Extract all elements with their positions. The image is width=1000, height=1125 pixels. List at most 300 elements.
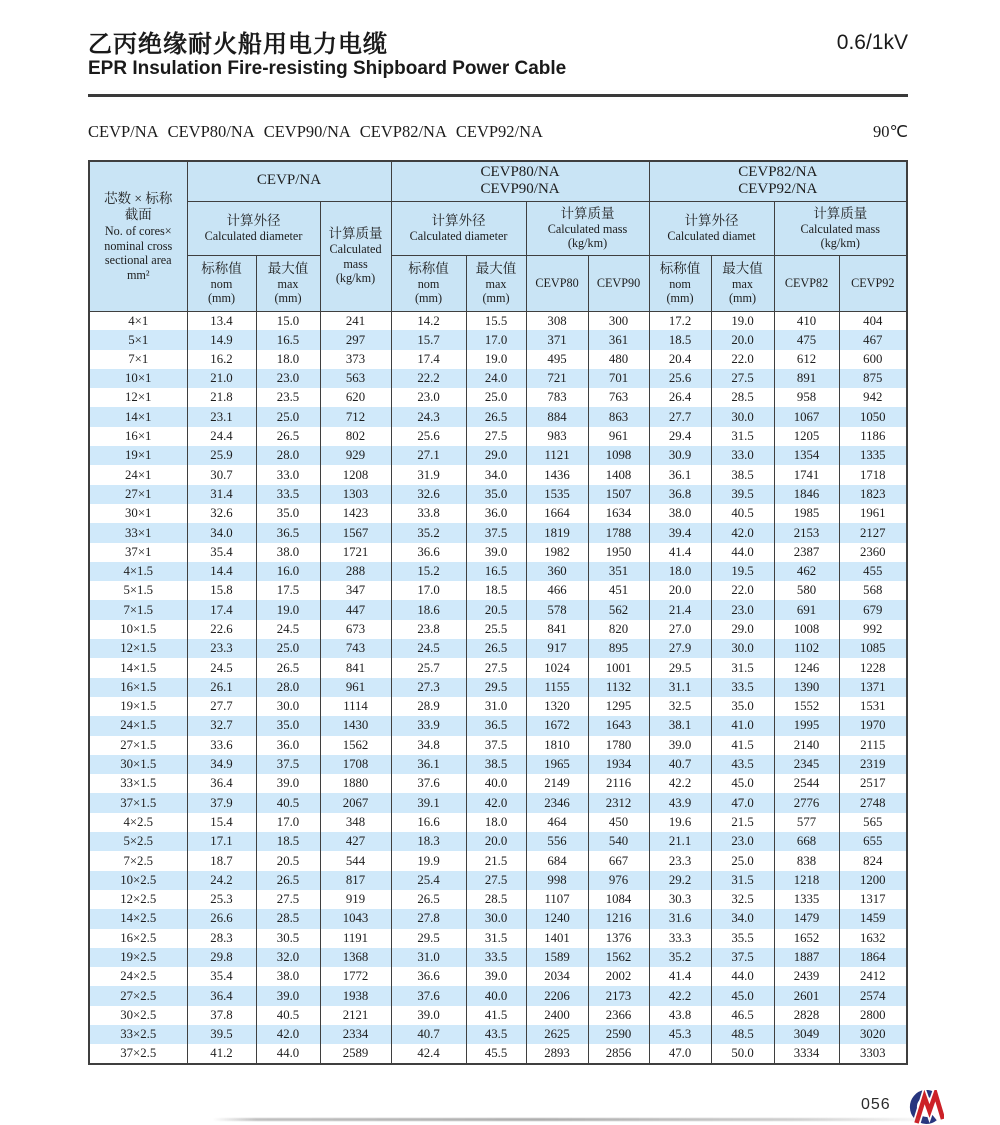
cell: 42.0 (256, 1025, 320, 1044)
cell: 25.6 (391, 427, 466, 446)
cell: 371 (526, 330, 588, 349)
cell: 18.5 (649, 330, 711, 349)
cell: 3049 (774, 1025, 839, 1044)
cell: 24.5 (391, 639, 466, 658)
cell: 20.5 (256, 851, 320, 870)
cell: 27.3 (391, 678, 466, 697)
header-cevp90 (588, 255, 649, 311)
cell: 35.5 (711, 929, 774, 948)
table-row (89, 600, 907, 619)
cell: 679 (839, 600, 907, 619)
cell: 23.0 (711, 600, 774, 619)
cell: 1390 (774, 678, 839, 697)
cell: 24×1.5 (89, 716, 187, 735)
cell: 35.0 (711, 697, 774, 716)
cell: 44.0 (256, 1044, 320, 1063)
cell: 2589 (320, 1044, 391, 1063)
cell: 23.1 (187, 407, 256, 426)
cell: 464 (526, 813, 588, 832)
cell: 1067 (774, 407, 839, 426)
header-line: Calculated diameter (204, 228, 303, 243)
cell: 15.8 (187, 581, 256, 600)
cell: 838 (774, 851, 839, 870)
cell: 43.9 (649, 793, 711, 812)
cell: 45.0 (711, 986, 774, 1005)
table-row (89, 793, 907, 812)
cell: 1780 (588, 736, 649, 755)
header-line: (mm) (274, 290, 302, 305)
model-name: CEVP82/NA (359, 122, 447, 141)
cell: 31.5 (711, 427, 774, 446)
cell: 39.0 (256, 774, 320, 793)
cell: 29.0 (466, 446, 526, 465)
cell: 2574 (839, 986, 907, 1005)
table-row (89, 543, 907, 562)
cell: 36.6 (391, 967, 466, 986)
cell: 919 (320, 890, 391, 909)
cell: 2590 (588, 1025, 649, 1044)
cell: 1114 (320, 697, 391, 716)
cell: 16×2.5 (89, 929, 187, 948)
header-line: (kg/km) (820, 235, 860, 250)
cell: 32.6 (391, 485, 466, 504)
table-row (89, 678, 907, 697)
header-line: (mm) (482, 290, 510, 305)
table-row (89, 755, 907, 774)
cell: 10×1.5 (89, 620, 187, 639)
cell: 1535 (526, 485, 588, 504)
cell: 1085 (839, 639, 907, 658)
cell: 41.4 (649, 967, 711, 986)
cell: 15.0 (256, 311, 320, 330)
cell: 1208 (320, 465, 391, 484)
cell: 41.5 (711, 736, 774, 755)
cell: 17.0 (256, 813, 320, 832)
table-row (89, 562, 907, 581)
header-line: nom (417, 276, 440, 291)
cell: 30.0 (256, 697, 320, 716)
cell: 467 (839, 330, 907, 349)
cell: 36.1 (649, 465, 711, 484)
cell: 1240 (526, 909, 588, 928)
cell: 1155 (526, 678, 588, 697)
cell: 41.2 (187, 1044, 256, 1063)
cell: 26.4 (649, 388, 711, 407)
cell: 447 (320, 600, 391, 619)
cell: 39.4 (649, 523, 711, 542)
cell: 2828 (774, 1006, 839, 1025)
cell: 1938 (320, 986, 391, 1005)
cell: 50.0 (711, 1044, 774, 1063)
cell: 31.1 (649, 678, 711, 697)
cell: 1965 (526, 755, 588, 774)
cell: 1423 (320, 504, 391, 523)
cell: 21.1 (649, 832, 711, 851)
cell: 884 (526, 407, 588, 426)
cell: 1961 (839, 504, 907, 523)
cell: 2366 (588, 1006, 649, 1025)
cell: 39.0 (466, 967, 526, 986)
cell: 562 (588, 600, 649, 619)
cell: 1436 (526, 465, 588, 484)
cell: 33.0 (711, 446, 774, 465)
cell: 578 (526, 600, 588, 619)
cell: 33.3 (649, 929, 711, 948)
cell: 1788 (588, 523, 649, 542)
cell: 824 (839, 851, 907, 870)
cell: 30×1 (89, 504, 187, 523)
cell: 1335 (774, 890, 839, 909)
cell: 1643 (588, 716, 649, 735)
cell: 23.8 (391, 620, 466, 639)
cell: 351 (588, 562, 649, 581)
cell: 1320 (526, 697, 588, 716)
spec-table (88, 160, 908, 1065)
cell: 27.7 (649, 407, 711, 426)
cell: 1934 (588, 755, 649, 774)
cell: 35.2 (391, 523, 466, 542)
header-line: 标称值 (408, 260, 449, 276)
cell: 2800 (839, 1006, 907, 1025)
cell: 29.5 (466, 678, 526, 697)
cell: 39.0 (256, 986, 320, 1005)
cell: 668 (774, 832, 839, 851)
cell: 24.0 (466, 369, 526, 388)
cell: 23.0 (391, 388, 466, 407)
cell: 32.0 (256, 948, 320, 967)
cell: 38.5 (711, 465, 774, 484)
cell: 30.7 (187, 465, 256, 484)
header-line: (kg/km) (567, 235, 608, 250)
cell: 7×1.5 (89, 600, 187, 619)
cell: 33.5 (466, 948, 526, 967)
header-line: 计算外径 (684, 212, 739, 228)
cell: 39.1 (391, 793, 466, 812)
cell: 998 (526, 871, 588, 890)
model-name: CEVP90/NA (263, 122, 351, 141)
table-row (89, 369, 907, 388)
cell: 1228 (839, 658, 907, 677)
cell: 36.8 (649, 485, 711, 504)
cell: 17.4 (391, 350, 466, 369)
cell: 1246 (774, 658, 839, 677)
temperature-rating: 90℃ (872, 122, 908, 141)
cell: 37.5 (711, 948, 774, 967)
cell: 992 (839, 620, 907, 639)
cell: 1880 (320, 774, 391, 793)
cell: 1772 (320, 967, 391, 986)
cell: 36.5 (466, 716, 526, 735)
cell: 26.5 (256, 427, 320, 446)
cell: 1846 (774, 485, 839, 504)
cell: 28.0 (256, 446, 320, 465)
cell: 1335 (839, 446, 907, 465)
cell: 31.0 (466, 697, 526, 716)
cell: 22.0 (711, 581, 774, 600)
table-body (89, 311, 907, 1064)
cell: 16.0 (256, 562, 320, 581)
cell: 16×1 (89, 427, 187, 446)
page-title-zh: 乙丙绝缘耐火船用电力电缆 (88, 31, 388, 58)
cell: 27.8 (391, 909, 466, 928)
cell: 29.0 (711, 620, 774, 639)
cell: 1371 (839, 678, 907, 697)
cell: 347 (320, 581, 391, 600)
cell: 27×2.5 (89, 986, 187, 1005)
cell: 20.4 (649, 350, 711, 369)
table-row (89, 427, 907, 446)
cell: 942 (839, 388, 907, 407)
cell: 12×1 (89, 388, 187, 407)
cell: 10×1 (89, 369, 187, 388)
cell: 41.5 (466, 1006, 526, 1025)
table-row (89, 948, 907, 967)
cell: 34.9 (187, 755, 256, 774)
cell: 43.8 (649, 1006, 711, 1025)
cell: 40.5 (256, 1006, 320, 1025)
header-line: (mm) (728, 290, 757, 305)
cell: 40.0 (466, 986, 526, 1005)
cell: 27×1.5 (89, 736, 187, 755)
header-diameter-1 (187, 201, 320, 255)
cell: 1982 (526, 543, 588, 562)
table-row (89, 851, 907, 870)
cell: 404 (839, 311, 907, 330)
page-edge-shadow (213, 1118, 943, 1121)
cell: 38.0 (649, 504, 711, 523)
cell: 17.0 (391, 581, 466, 600)
cell: 1098 (588, 446, 649, 465)
cell: 19.5 (711, 562, 774, 581)
header-line: 标称值 (659, 260, 701, 276)
header-line: 最大值 (722, 260, 763, 276)
cell: 37.5 (466, 736, 526, 755)
cell: 15.5 (466, 311, 526, 330)
cell: 4×1.5 (89, 562, 187, 581)
cell: 2206 (526, 986, 588, 1005)
cell: 45.0 (711, 774, 774, 793)
cell: 2116 (588, 774, 649, 793)
cell: 783 (526, 388, 588, 407)
cell: 5×1.5 (89, 581, 187, 600)
cell: 2856 (588, 1044, 649, 1063)
cell: 29.5 (649, 658, 711, 677)
cell: 40.5 (711, 504, 774, 523)
table-row (89, 986, 907, 1005)
cell: 27×1 (89, 485, 187, 504)
cell: 21.0 (187, 369, 256, 388)
cell: 2345 (774, 755, 839, 774)
cell: 18.5 (466, 581, 526, 600)
cell: 27.5 (466, 871, 526, 890)
cell: 14.4 (187, 562, 256, 581)
cell: 39.5 (711, 485, 774, 504)
table-row (89, 504, 907, 523)
cell: 29.4 (649, 427, 711, 446)
cell: 1008 (774, 620, 839, 639)
cell: 36.4 (187, 774, 256, 793)
cell: 25.6 (649, 369, 711, 388)
cell: 1632 (839, 929, 907, 948)
cell: 17.5 (256, 581, 320, 600)
cell: 23.0 (256, 369, 320, 388)
cell: 36.0 (466, 504, 526, 523)
cell: 48.5 (711, 1025, 774, 1044)
cell: 45.3 (649, 1025, 711, 1044)
cell: 763 (588, 388, 649, 407)
cell: 802 (320, 427, 391, 446)
cell: 37.9 (187, 793, 256, 812)
table-row (89, 697, 907, 716)
cell: 2412 (839, 967, 907, 986)
cell: 373 (320, 350, 391, 369)
cell: 42.2 (649, 986, 711, 1005)
cell: 47.0 (649, 1044, 711, 1063)
cell: 25.0 (256, 407, 320, 426)
cell: 33×1.5 (89, 774, 187, 793)
cell: 4×2.5 (89, 813, 187, 832)
cell: 3334 (774, 1044, 839, 1063)
table-row (89, 639, 907, 658)
cell: 20.0 (649, 581, 711, 600)
cell: 673 (320, 620, 391, 639)
cell: 2115 (839, 736, 907, 755)
cell: 43.5 (711, 755, 774, 774)
cell: 26.5 (256, 871, 320, 890)
cell: 39.0 (649, 736, 711, 755)
cell: 24×1 (89, 465, 187, 484)
group-line: CEVP92/NA (738, 181, 818, 198)
cell: 27.9 (649, 639, 711, 658)
cell: 21.8 (187, 388, 256, 407)
cell: 1708 (320, 755, 391, 774)
cell: 44.0 (711, 543, 774, 562)
cell: 1317 (839, 890, 907, 909)
header-line: 最大值 (267, 260, 309, 276)
cell: 15.7 (391, 330, 466, 349)
cell: 47.0 (711, 793, 774, 812)
cell: 2149 (526, 774, 588, 793)
header-line: max (485, 276, 507, 291)
cell: 540 (588, 832, 649, 851)
cell: 25.5 (466, 620, 526, 639)
cell: 18.5 (256, 832, 320, 851)
header-line: 标称值 (201, 260, 242, 276)
cell: 39.5 (187, 1025, 256, 1044)
cell: 20.0 (711, 330, 774, 349)
cell: 33.9 (391, 716, 466, 735)
cell: 25.3 (187, 890, 256, 909)
cell: 27.5 (256, 890, 320, 909)
cell: 2121 (320, 1006, 391, 1025)
cell: 612 (774, 350, 839, 369)
cell: 701 (588, 369, 649, 388)
cell: 288 (320, 562, 391, 581)
cell: 30.0 (466, 909, 526, 928)
cell: 15.4 (187, 813, 256, 832)
cell: 5×1 (89, 330, 187, 349)
cell: 1864 (839, 948, 907, 967)
cell: 475 (774, 330, 839, 349)
cell: 427 (320, 832, 391, 851)
cell: 1567 (320, 523, 391, 542)
cell: 2127 (839, 523, 907, 542)
cell: 36.0 (256, 736, 320, 755)
cell: 35.0 (466, 485, 526, 504)
header-line: (mm) (414, 290, 443, 305)
cell: 39.0 (466, 543, 526, 562)
cell: 32.5 (711, 890, 774, 909)
cell: 19.0 (466, 350, 526, 369)
cell: 1652 (774, 929, 839, 948)
cell: 18.0 (466, 813, 526, 832)
cell: 556 (526, 832, 588, 851)
cell: 19×2.5 (89, 948, 187, 967)
cell: 19.9 (391, 851, 466, 870)
cell: 27.0 (649, 620, 711, 639)
cell: 30.0 (711, 407, 774, 426)
cell: 2034 (526, 967, 588, 986)
cell: 2544 (774, 774, 839, 793)
table-row (89, 813, 907, 832)
cell: 38.1 (649, 716, 711, 735)
cell: 24.5 (256, 620, 320, 639)
cell: 24.4 (187, 427, 256, 446)
table-row (89, 658, 907, 677)
cell: 17.0 (466, 330, 526, 349)
table-row (89, 620, 907, 639)
cell: 38.0 (256, 967, 320, 986)
header-diameter-3 (649, 201, 774, 255)
cell: 841 (320, 658, 391, 677)
cell: 1218 (774, 871, 839, 890)
corner-line: mm² (126, 267, 150, 282)
voltage-rating: 0.6/1kV (836, 31, 908, 54)
header-line: mass (343, 256, 368, 271)
table-row (89, 523, 907, 542)
cell: 568 (839, 581, 907, 600)
cell: 348 (320, 813, 391, 832)
cell: 2002 (588, 967, 649, 986)
header-line: 计算外径 (226, 212, 281, 228)
header-mass-2 (526, 201, 649, 255)
corner-header (89, 161, 187, 311)
cell: 31.6 (649, 909, 711, 928)
cell: 1408 (588, 465, 649, 484)
cell: 26.5 (256, 658, 320, 677)
cell: 450 (588, 813, 649, 832)
table-row (89, 1044, 907, 1063)
cell: 25.7 (391, 658, 466, 677)
table-row (89, 716, 907, 735)
cell: 12×2.5 (89, 890, 187, 909)
cell: 841 (526, 620, 588, 639)
cell: 1819 (526, 523, 588, 542)
cell: 1430 (320, 716, 391, 735)
cell: 1001 (588, 658, 649, 677)
cell: 22.2 (391, 369, 466, 388)
cell: 743 (320, 639, 391, 658)
cell: 29.2 (649, 871, 711, 890)
cell: 28.9 (391, 697, 466, 716)
table-row (89, 446, 907, 465)
cell: 28.5 (466, 890, 526, 909)
cell: 891 (774, 369, 839, 388)
cell: 565 (839, 813, 907, 832)
cell: 17.2 (649, 311, 711, 330)
cell: 38.0 (256, 543, 320, 562)
cell: 1507 (588, 485, 649, 504)
